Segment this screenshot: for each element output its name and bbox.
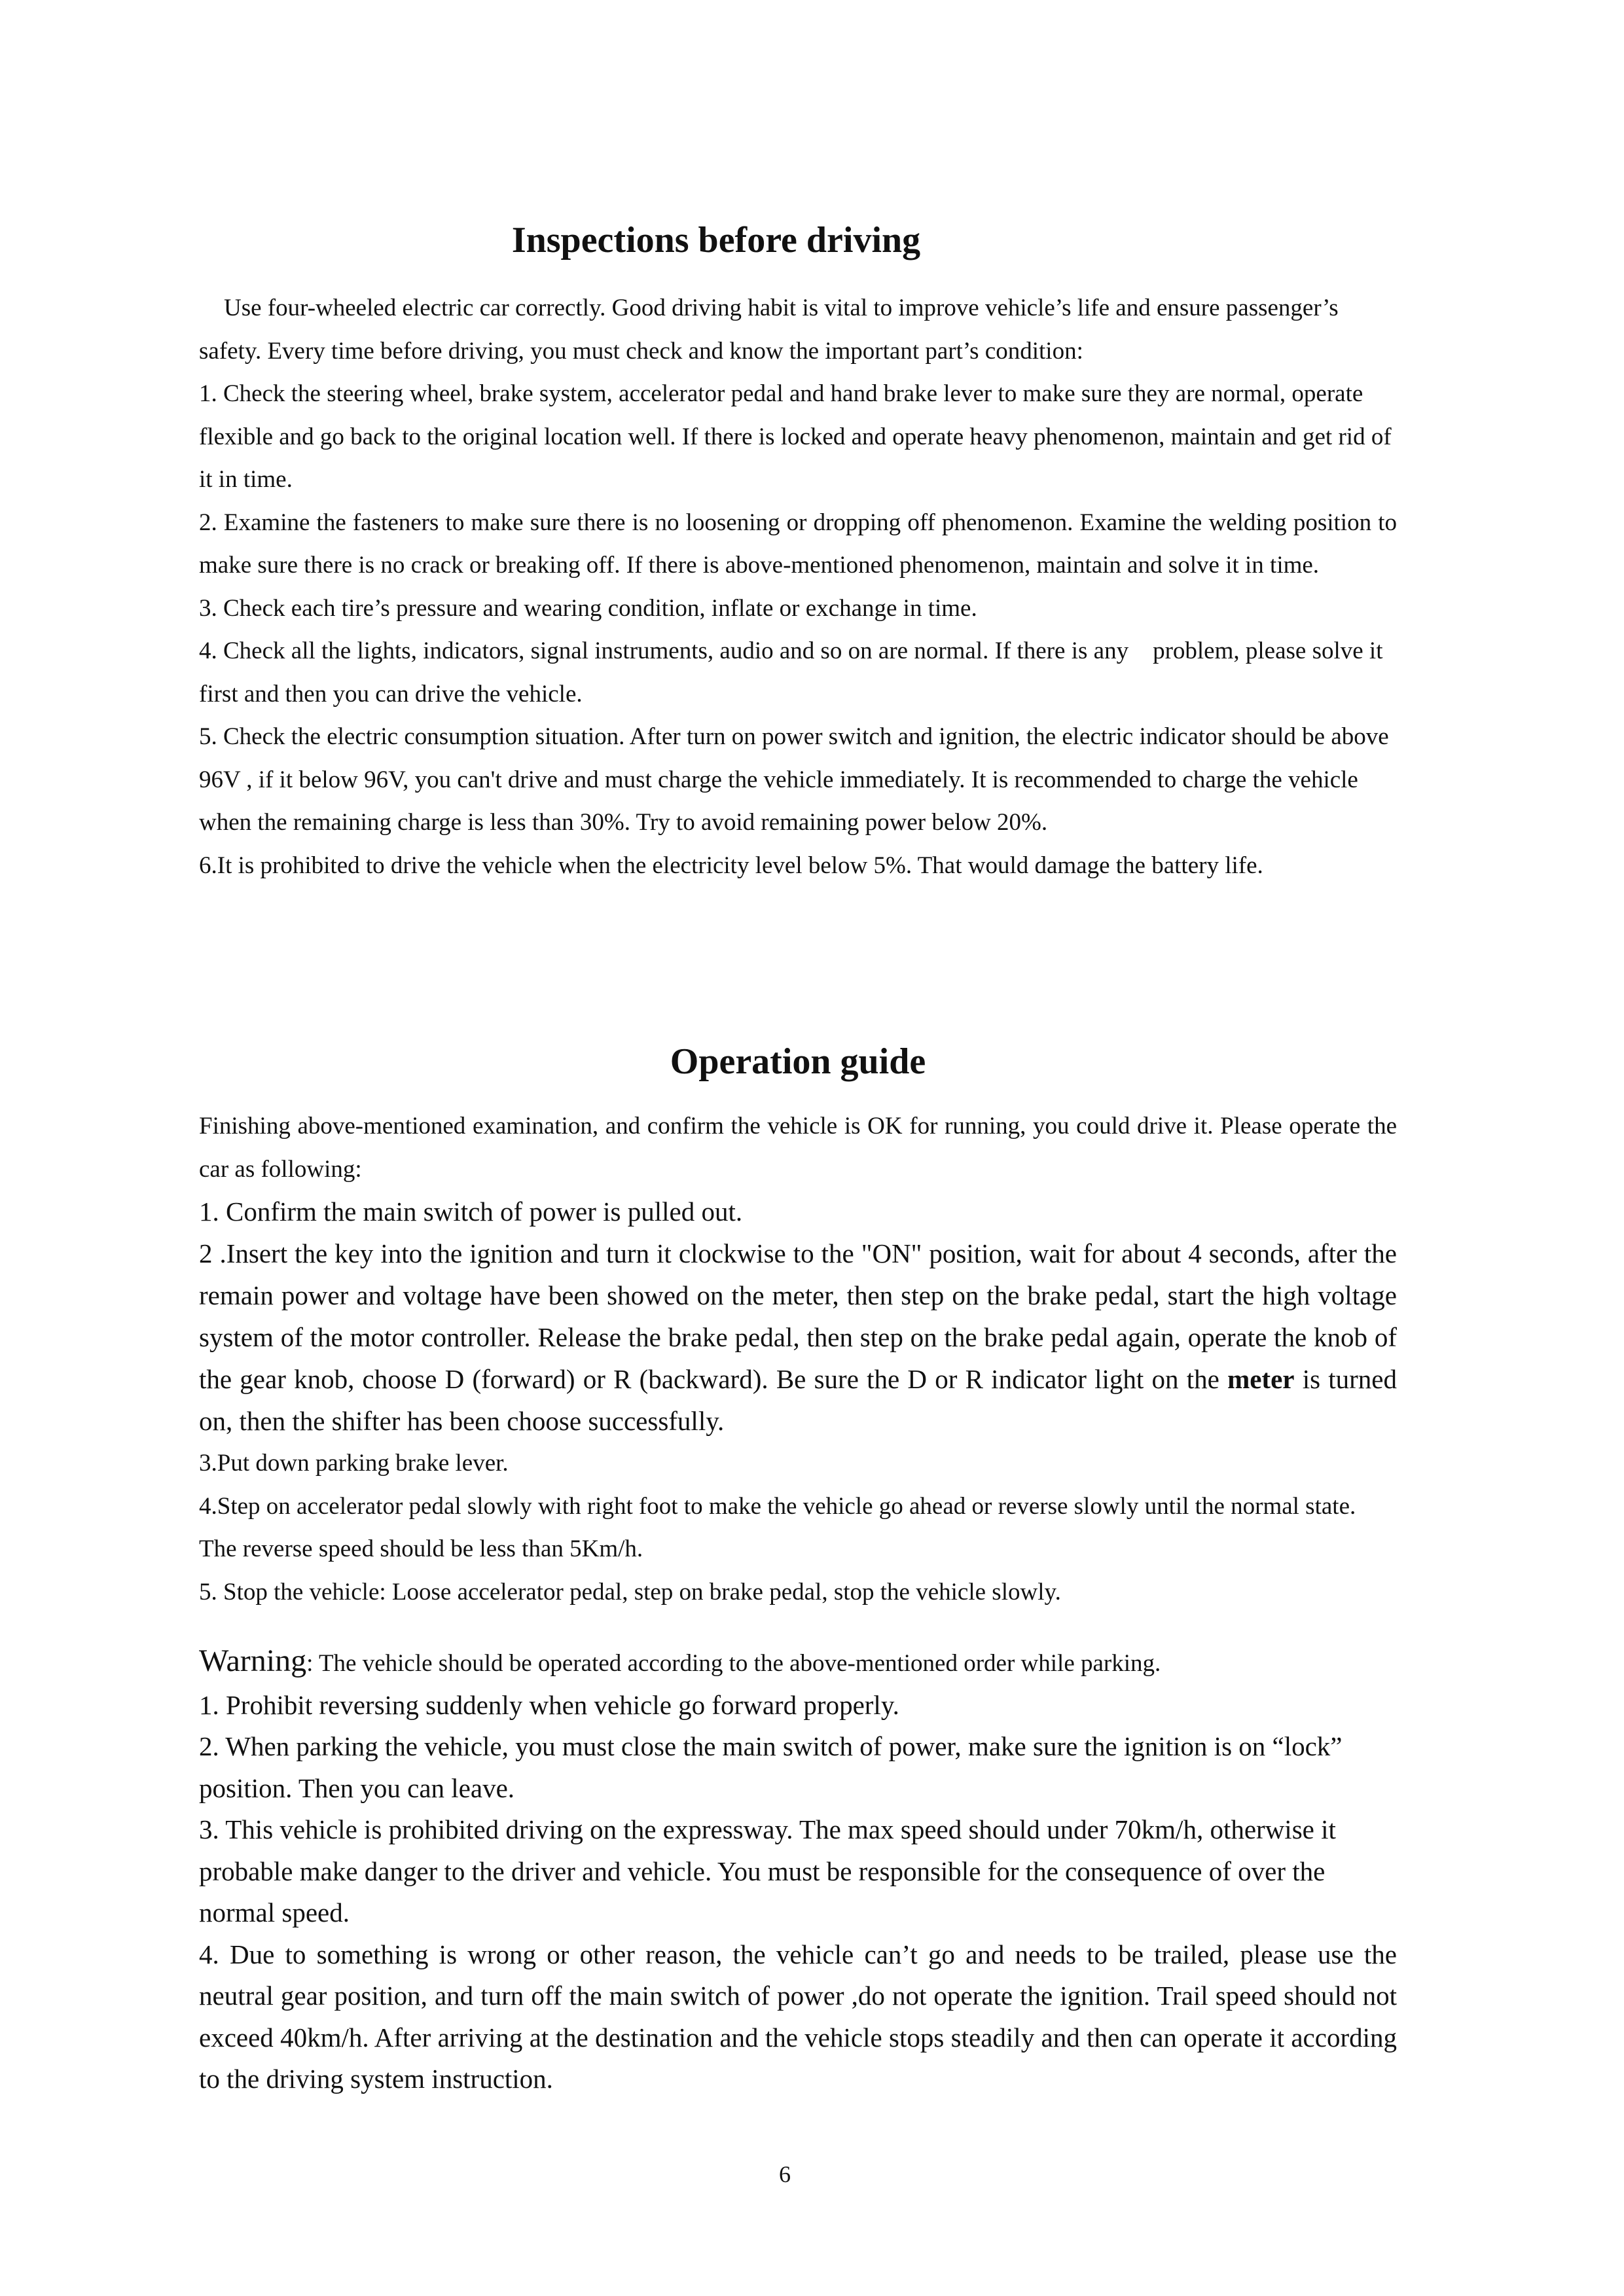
operation-section (199, 1105, 1397, 1613)
document-page (199, 0, 1397, 2296)
operation-step-2-text-a: 2 .Insert the key into the ignition and turn it clockwise to the "ON" position, wait for about 4 seconds, after the remain power and voltage have been showed on the meter, then step on the brake pedal, start the high voltage system of the motor controller. Release the brake pedal, then step on the brake pedal again, operate the knob of the gear knob, choose D (forward) or R (backward). Be sure the D or R indicator light on the (199, 1238, 1397, 1394)
warning-item-2: 2. When parking the vehicle, you must close the main switch of power, make sure the ignition is on “lock” position. Then you can leave. (199, 1731, 1343, 1803)
inspections-title: Inspections before driving (511, 220, 921, 260)
operation-step-1: 1. Confirm the main switch of power is pulled out. (199, 1196, 743, 1227)
inspections-section (199, 287, 1397, 887)
inspections-intro: Use four-wheeled electric car correctly. Good driving habit is vital to improve vehicle’s life and ensure passenger’s safety. Every time before driving, you must check and know the important part’s condition: (199, 295, 1339, 365)
inspection-item-2: 2. Examine the fasteners to make sure there is no loosening or dropping off phenomenon. Examine the welding position to make sure there is no crack or breaking off. If there is above-mentioned phenomenon, maintain and solve it in time. (199, 509, 1397, 579)
inspection-item-3: 3. Check each tire’s pressure and wearing condition, inflate or exchange in time. (199, 594, 977, 622)
operation-step-4: 4.Step on accelerator pedal slowly with right foot to make the vehicle go ahead or reverse slowly until the normal state. The reverse speed should be less than 5Km/h. (199, 1492, 1356, 1562)
warning-section (199, 1640, 1397, 2100)
warning-intro: : The vehicle should be operated according to the above-mentioned order while parking. (306, 1650, 1161, 1677)
warning-item-4: 4. Due to something is wrong or other reason, the vehicle can’t go and needs to be trailed, please use the neutral gear position, and turn off the main switch of power ,do not operate the ignition. Trail speed should not exceed 40km/h. After arriving at the destination and the vehicle stops steadily and then can operate it according to the driving system instruction. (199, 1939, 1397, 2094)
inspection-item-1: 1. Check the steering wheel, brake system, accelerator pedal and hand brake lever to make sure they are normal, operate flexible and go back to the original location well. If there is locked and operate heavy phenomenon, maintain and get rid of it in time. (199, 380, 1392, 493)
inspection-item-5: 5. Check the electric consumption situation. After turn on power switch and ignition, the electric indicator should be above 96V , if it below 96V, you can't drive and must charge the vehicle immediately. It is recommended to charge the vehicle when the remaining charge is less than 30%. Try to avoid remaining power below 20%. (199, 723, 1389, 836)
warning-label: Warning (199, 1643, 307, 1678)
operation-step-5: 5. Stop the vehicle: Loose accelerator pedal, step on brake pedal, stop the vehicle slowly. (199, 1578, 1061, 1605)
warning-item-3: 3. This vehicle is prohibited driving on the expressway. The max speed should under 70km/h, otherwise it probable make danger to the driver and vehicle. You must be responsible for the consequence of over the normal speed. (199, 1814, 1336, 1928)
inspection-item-6: 6.It is prohibited to drive the vehicle when the electricity level below 5%. That would damage the battery life. (199, 852, 1263, 879)
operation-step-2 (199, 1232, 1397, 1442)
warning-item-1: 1. Prohibit reversing suddenly when vehicle go forward properly. (199, 1689, 899, 1720)
warning-heading (199, 1640, 1397, 1685)
operation-step-3: 3.Put down parking brake lever. (199, 1450, 509, 1477)
operation-intro: Finishing above-mentioned examination, and confirm the vehicle is OK for running, you could drive it. Please operate the car as following: (199, 1113, 1397, 1183)
inspection-item-4: 4. Check all the lights, indicators, signal instruments, audio and so on are normal. If there is any problem, please solve it first and then you can drive the vehicle. (199, 637, 1389, 708)
page-number: 6 (779, 2161, 791, 2187)
operation-step-2-bold: meter (1227, 1364, 1295, 1394)
operation-step-2-text-b: is turned on, then the shifter has been choose successfully. (199, 1364, 1397, 1436)
operation-title: Operation guide (670, 1041, 926, 1082)
